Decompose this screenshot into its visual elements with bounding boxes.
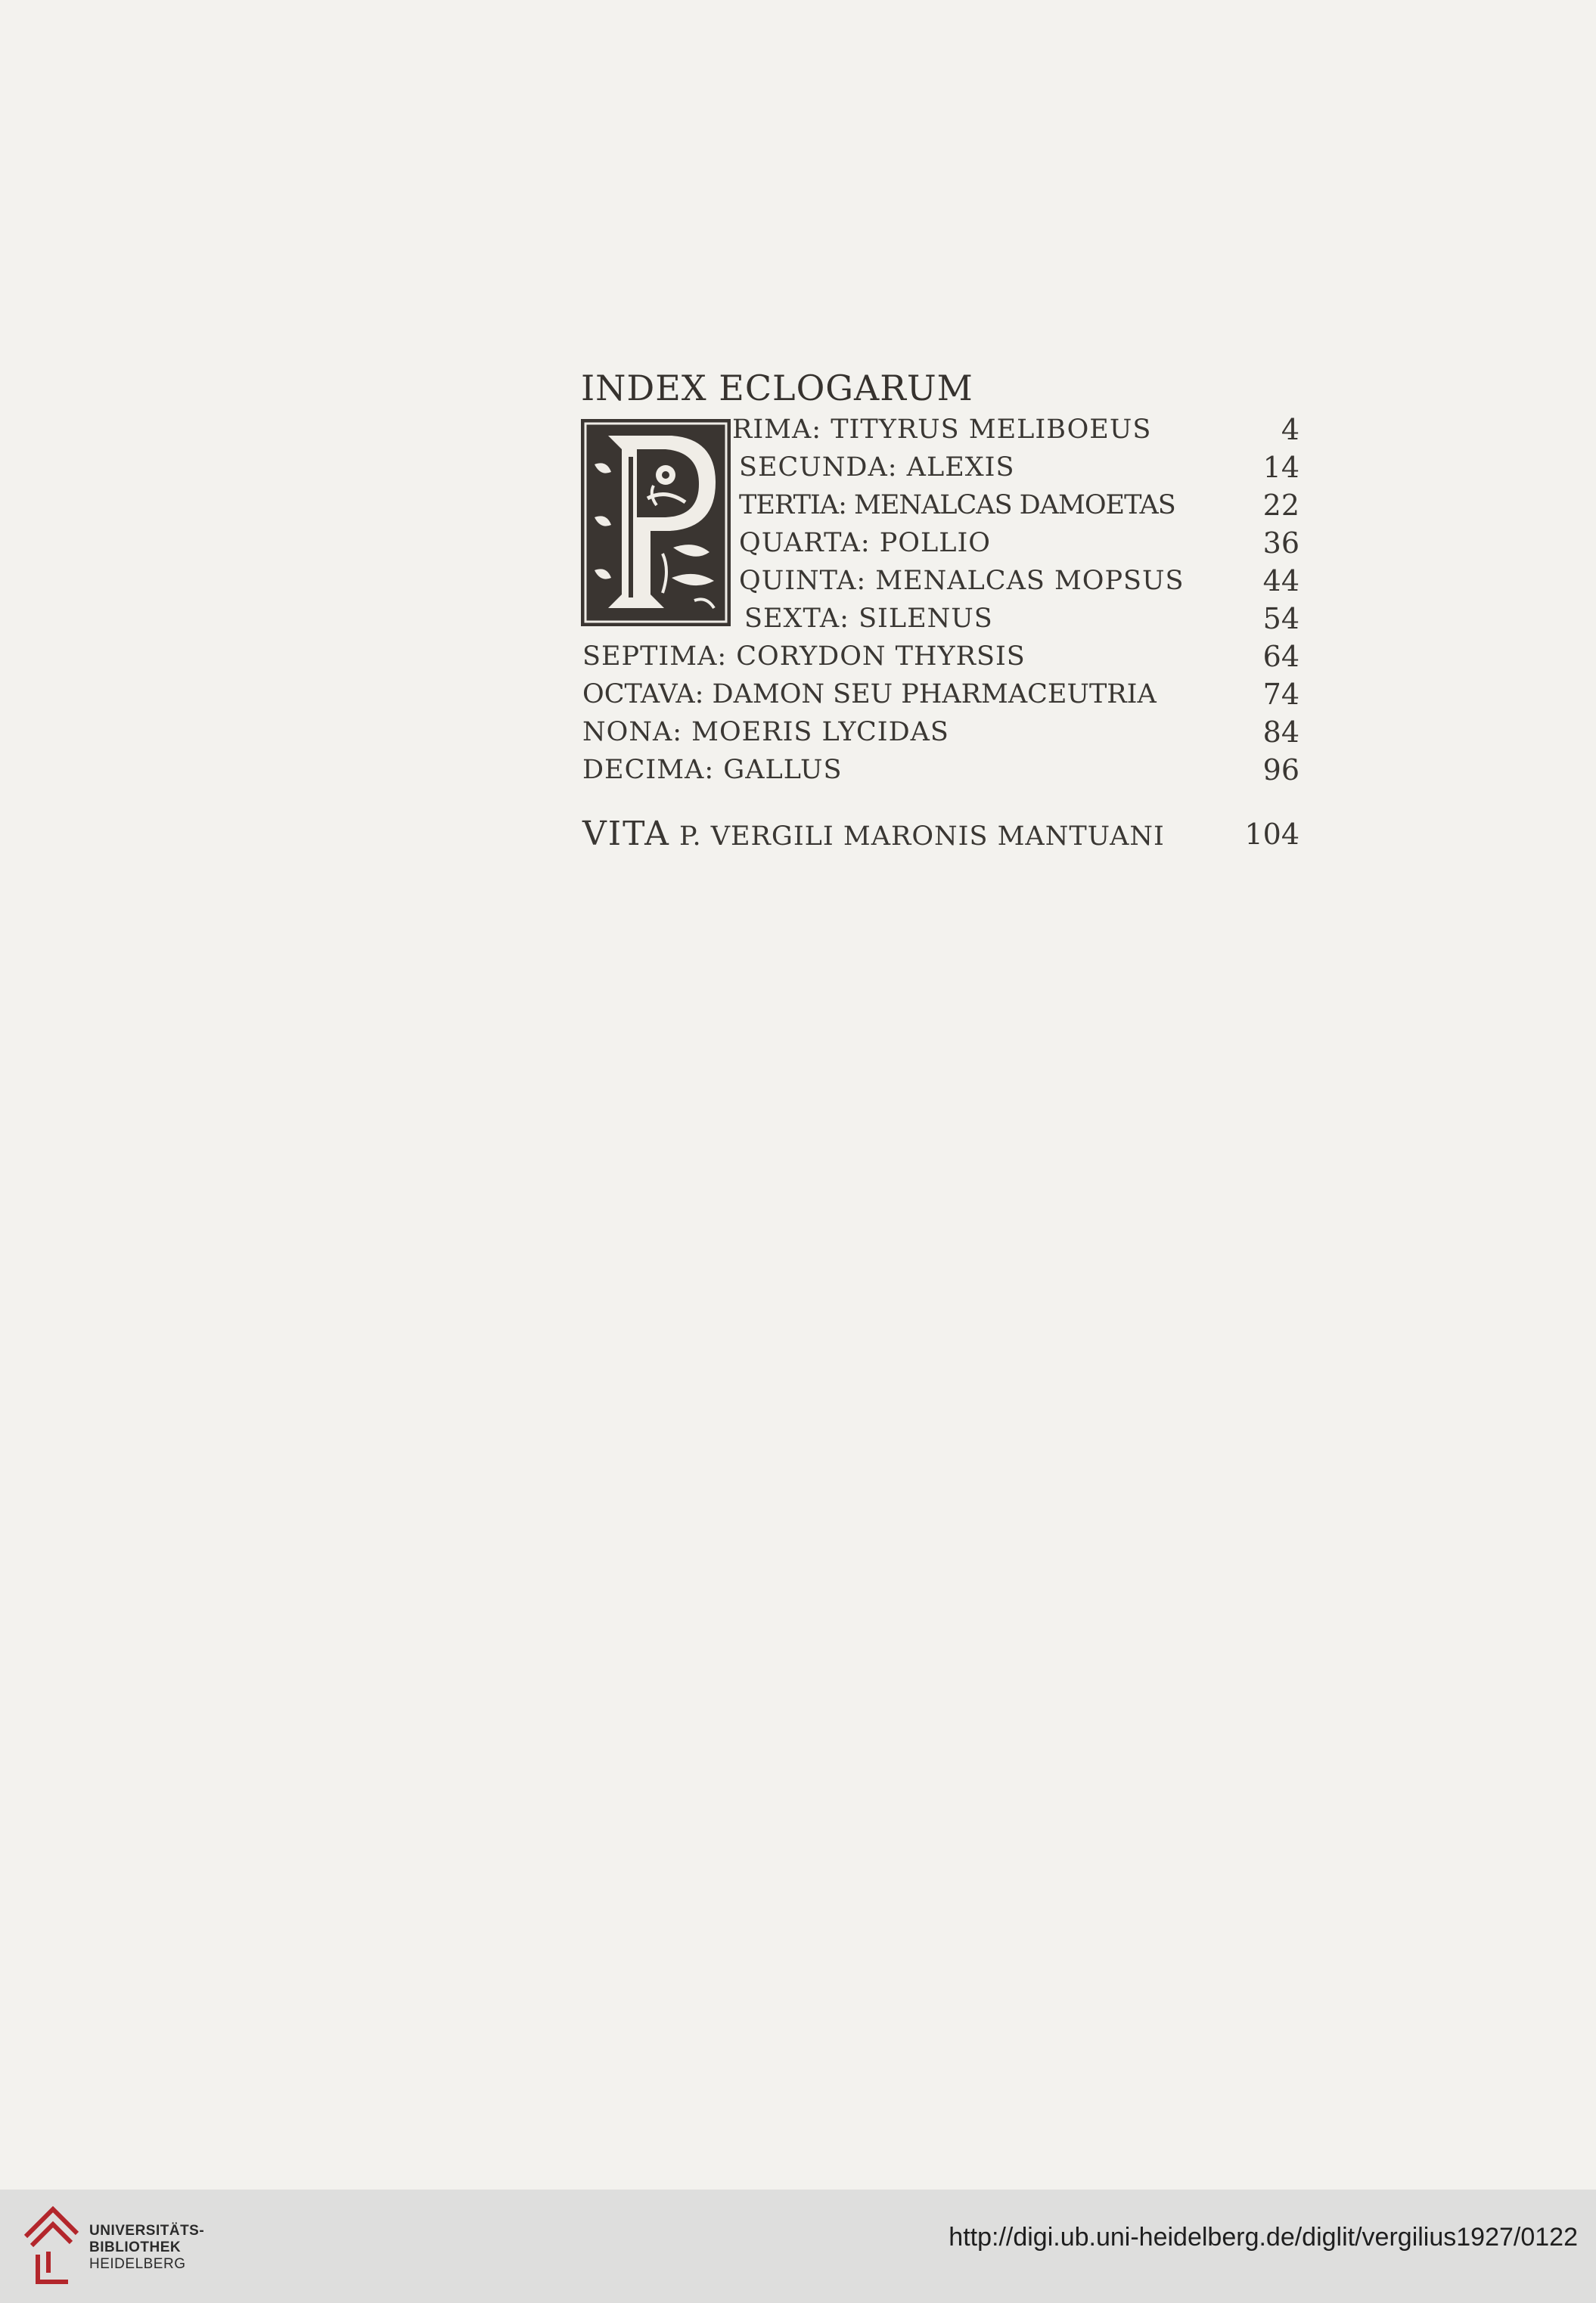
toc-entry-label: SEPTIMA: CORYDON THYRSIS	[582, 641, 1026, 672]
toc-entry-label: SECUNDA: ALEXIS	[739, 452, 1015, 483]
toc-entry-page: 96	[1262, 753, 1299, 787]
toc-entry-secunda	[739, 448, 1299, 486]
toc-entry-label	[582, 812, 1165, 859]
library-name-line1: UNIVERSITÄTS-	[89, 2223, 205, 2239]
toc-entry-label: OCTAVA: DAMON SEU PHARMACEUTRIA	[582, 679, 1157, 709]
toc-entry-page: 74	[1262, 678, 1299, 711]
toc-entry-page: 36	[1262, 526, 1299, 560]
vita-lead: VITA	[582, 815, 670, 853]
toc-entry-label: QUARTA: POLLIO	[739, 528, 991, 558]
toc-entry-page: 44	[1262, 564, 1299, 597]
toc-entry-decima	[582, 751, 1299, 789]
toc-entry-label: NONA: MOERIS LYCIDAS	[582, 717, 949, 747]
library-footer	[0, 2190, 1596, 2303]
index-title: INDEX ECLOGARUM	[581, 368, 973, 408]
toc-entry-label: QUINTA: MENALCAS MOPSUS	[739, 566, 1185, 596]
toc-entry-page: 4	[1281, 413, 1299, 446]
toc-entry-page: 14	[1262, 451, 1299, 484]
toc-entry-label: TERTIA: MENALCAS DAMOETAS	[739, 490, 1175, 520]
toc-entry-tertia	[739, 486, 1299, 524]
library-logo-icon[interactable]	[23, 2206, 80, 2285]
decorated-initial-p-icon	[581, 419, 731, 626]
toc-entry-quinta	[739, 562, 1299, 600]
toc-entry-page: 64	[1262, 640, 1299, 673]
toc-entry-label: SEXTA: SILENUS	[744, 604, 993, 634]
toc-entry-label: DECIMA: GALLUS	[582, 755, 843, 785]
library-name	[89, 2223, 204, 2273]
toc-entry-vita	[582, 812, 1299, 857]
toc-entry-page: 54	[1262, 602, 1299, 635]
toc-entry-sexta	[744, 600, 1299, 638]
toc-entry-page: 22	[1262, 489, 1299, 522]
toc-entry-label: RIMA: TITYRUS MELIBOEUS	[732, 414, 1152, 445]
library-name-line3: HEIDELBERG	[89, 2256, 186, 2272]
toc-entry-nona	[582, 713, 1299, 751]
library-name-line2: BIBLIOTHEK	[89, 2239, 182, 2255]
toc-entry-prima	[732, 411, 1299, 448]
source-url[interactable]: http://digi.ub.uni-heidelberg.de/diglit/vergilius1927/0122	[949, 2223, 1578, 2252]
toc-entry-septima	[582, 638, 1299, 675]
toc-entry-quarta	[739, 524, 1299, 562]
vita-rest: P. VERGILI MARONIS MANTUANI	[679, 821, 1165, 852]
toc-entry-page: 104	[1244, 818, 1299, 851]
toc-entry-page: 84	[1262, 715, 1299, 749]
toc-entry-octava	[582, 675, 1299, 713]
